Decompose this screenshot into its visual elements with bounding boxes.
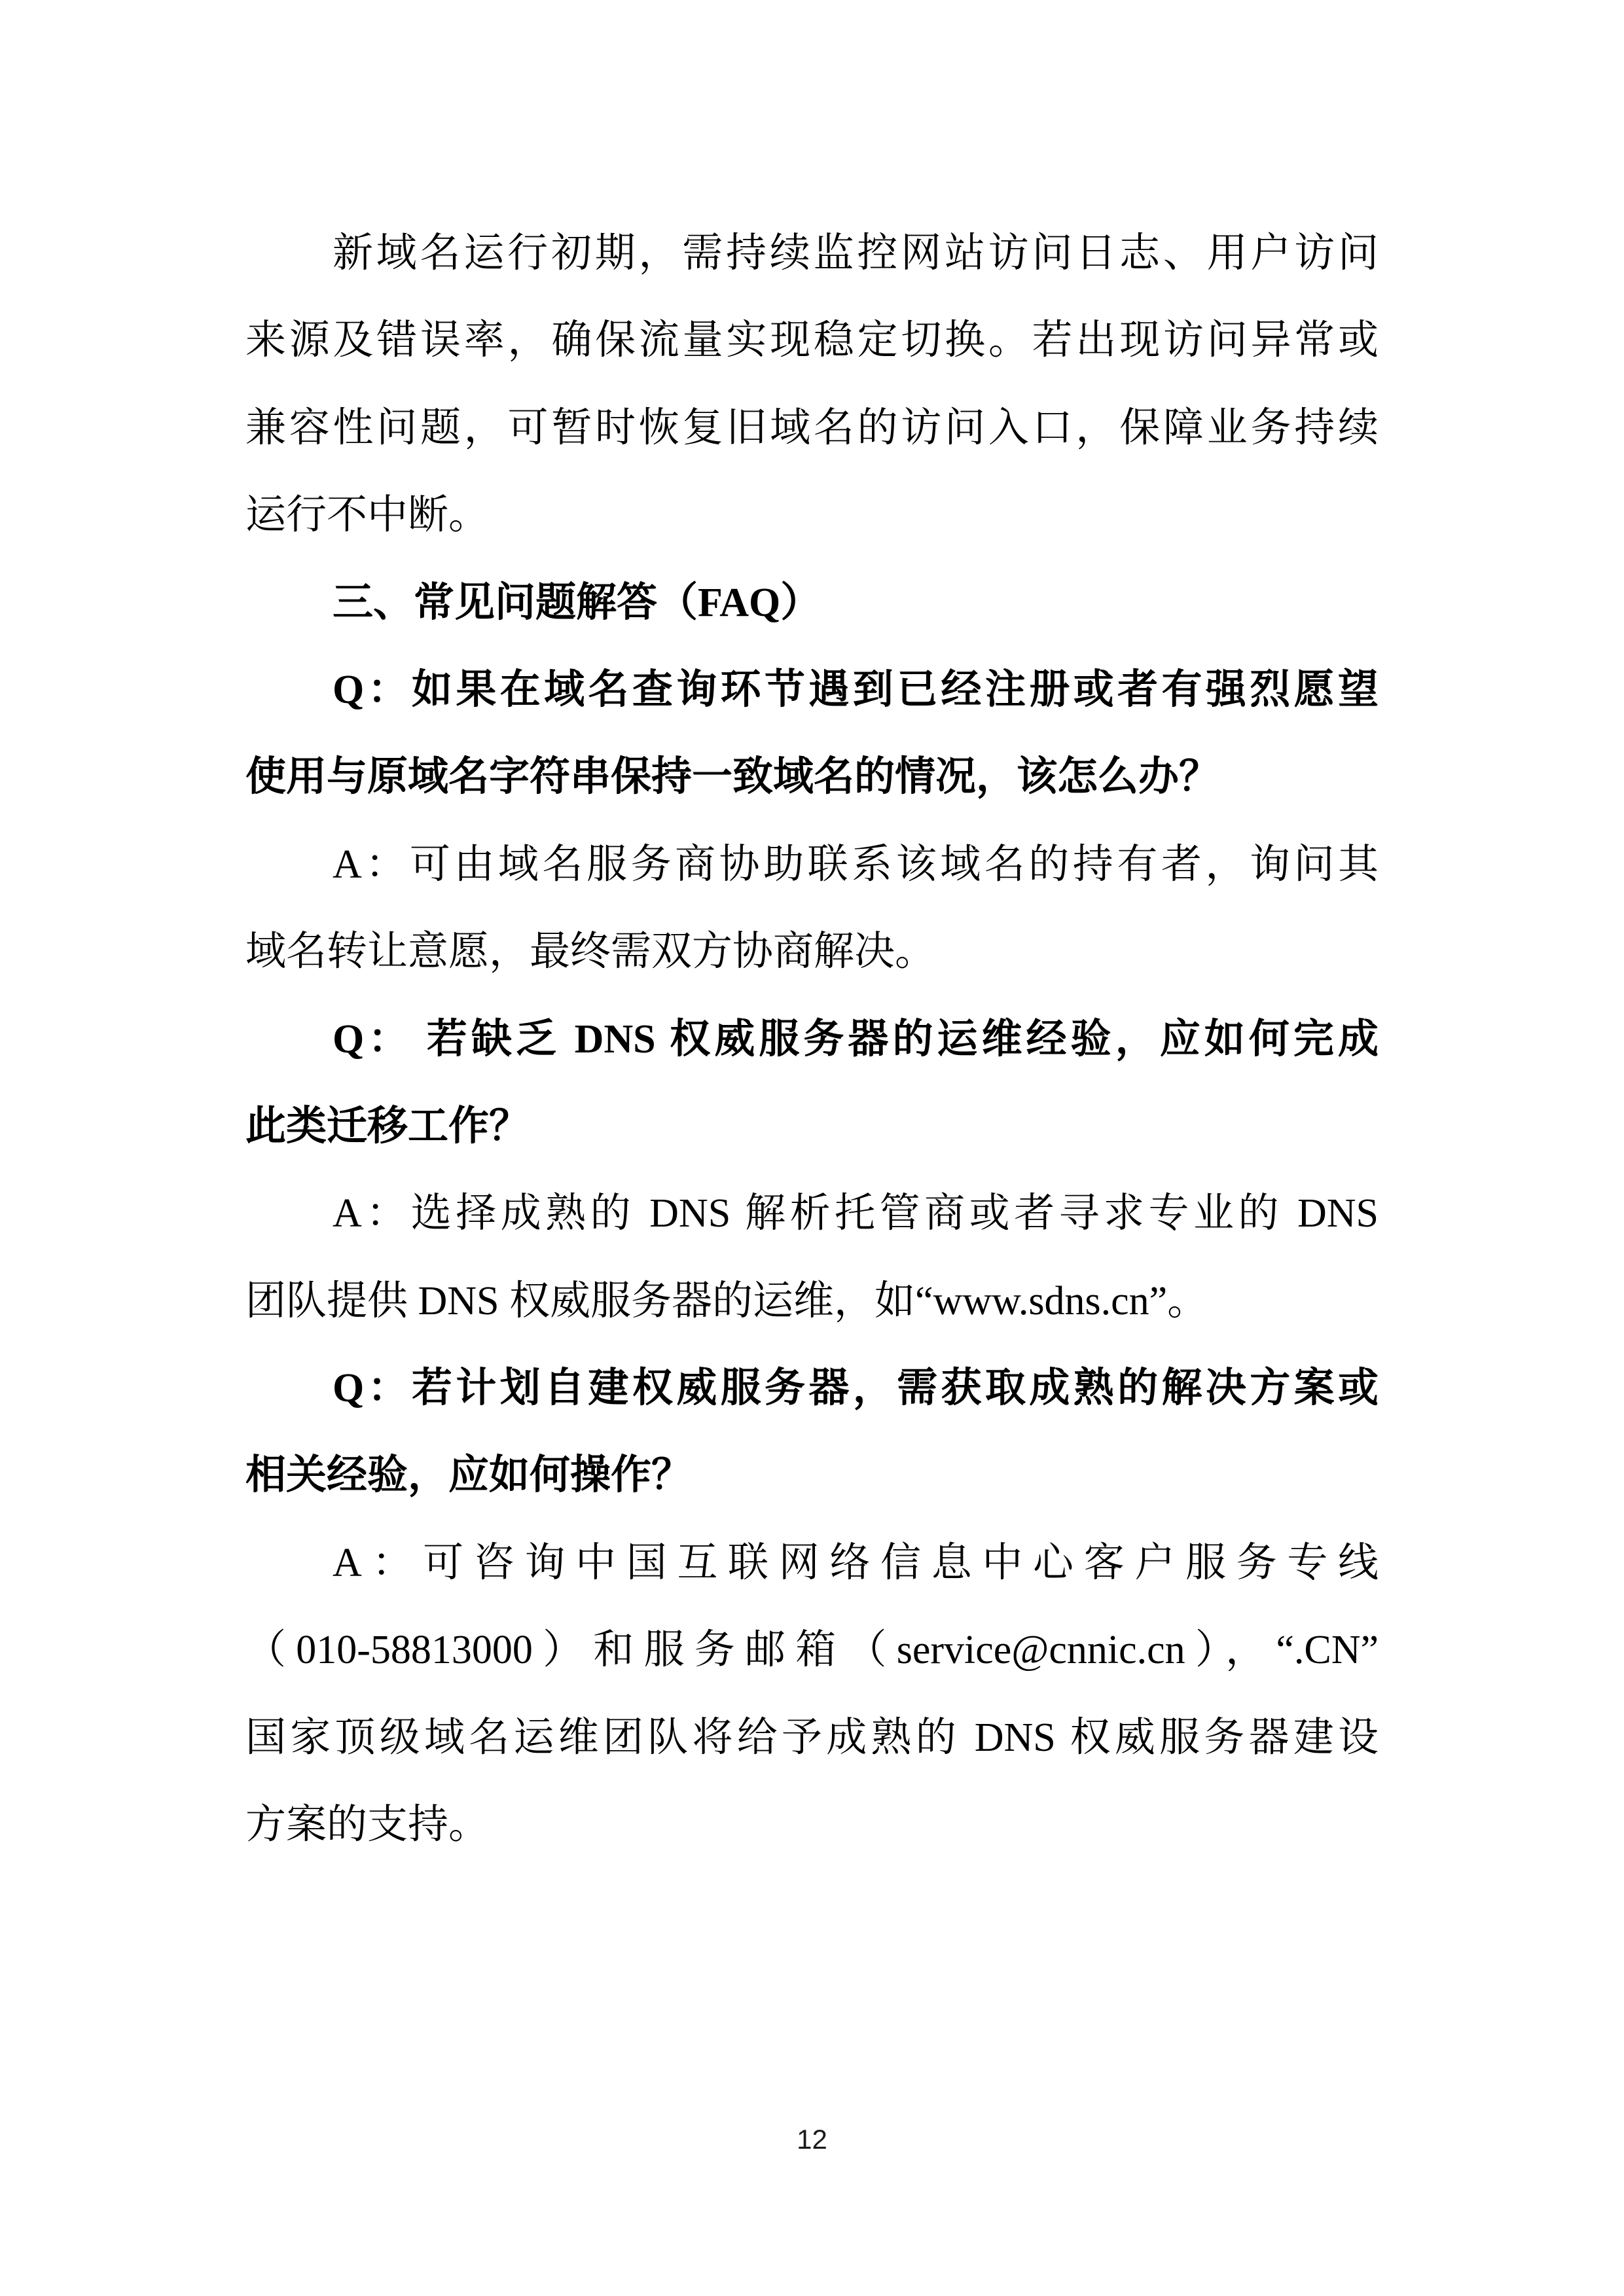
answer-line: A：可咨询中国互联网络信息中心客户服务专线 [333, 1540, 1379, 1585]
question-line: Q：如果在域名查询环节遇到已经注册或者有强烈愿望 [333, 667, 1379, 712]
answer-line: 团队提供 DNS 权威服务器的运维，如“www.sdns.cn”。 [245, 1278, 1208, 1323]
question-line: 使用与原域名字符串保持一致域名的情况，该怎么办？ [245, 755, 1220, 800]
answer-line: A：选择成熟的 DNS 解析托管商或者寻求专业的 DNS [333, 1191, 1379, 1236]
page-number: 12 [797, 2124, 827, 2155]
document-body [245, 210, 1379, 1869]
body-line: 运行不中断。 [245, 493, 490, 538]
question-line: Q：若计划自建权威服务器，需获取成熟的解决方案或 [333, 1366, 1379, 1411]
body-line: 兼容性问题，可暂时恢复旧域名的访问入口，保障业务持续 [245, 405, 1379, 450]
body-line: 来源及错误率，确保流量实现稳定切换。若出现访问异常或 [245, 318, 1379, 363]
body-line: 新域名运行初期，需持续监控网站访问日志、用户访问 [333, 231, 1379, 276]
answer-line: 国家顶级域名运维团队将给予成熟的 DNS 权威服务器建设 [245, 1715, 1379, 1760]
question-line: 此类迁移工作？ [245, 1103, 530, 1149]
question-line: 相关经验，应如何操作？ [245, 1453, 693, 1498]
answer-line: 方案的支持。 [245, 1803, 490, 1848]
answer-line: A：可由域名服务商协助联系该域名的持有者，询问其 [333, 842, 1379, 887]
answer-line: 域名转让意愿，最终需双方协商解决。 [245, 929, 936, 975]
question-line: Q： 若缺乏 DNS 权威服务器的运维经验，应如何完成 [333, 1016, 1379, 1062]
answer-line: （010-58813000）和服务邮箱（service@cnnic.cn），“.CN” [245, 1628, 1379, 1673]
section-heading: 三、常见问题解答（FAQ） [333, 580, 821, 625]
